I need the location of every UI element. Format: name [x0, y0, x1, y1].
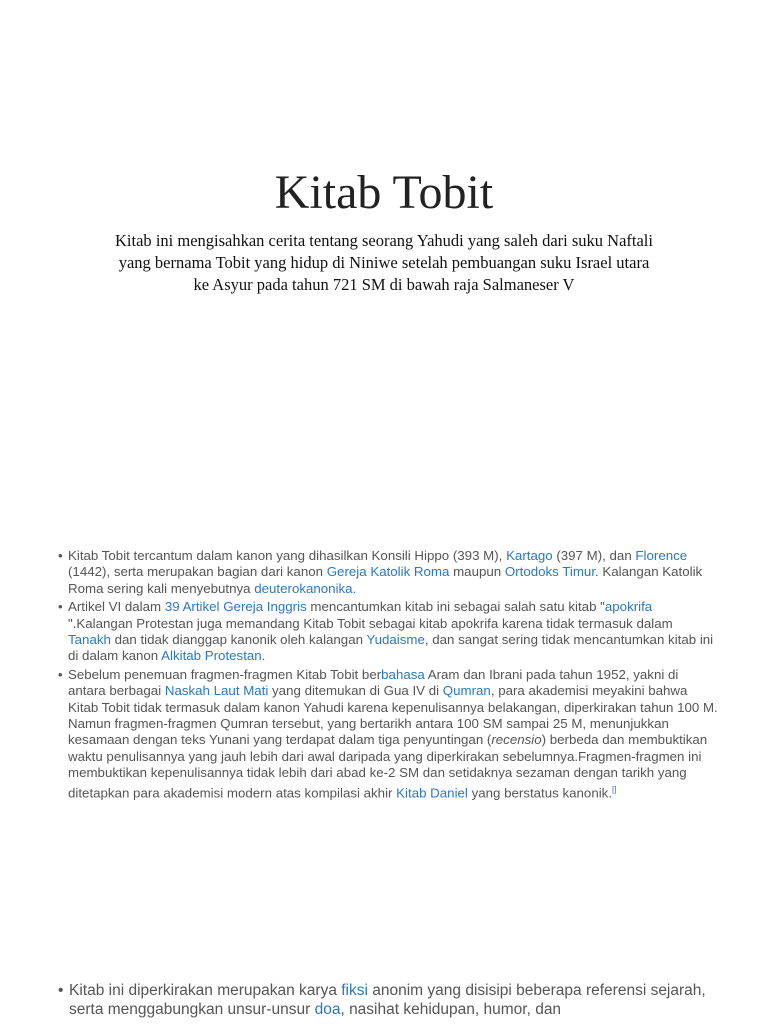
- link-39-artikel[interactable]: 39 Artikel Gereja Inggris: [164, 599, 307, 615]
- text-run: anonim yang disisipi beberapa referensi sejarah, serta menggabungkan unsur-unsur: [69, 982, 706, 1018]
- link-gereja-katolik-roma[interactable]: Gereja Katolik Roma: [326, 564, 450, 580]
- page-subtitle: [110, 230, 658, 296]
- list-item: [58, 667, 718, 802]
- slide-fiction: [0, 975, 768, 1024]
- page-title: Kitab Tobit: [274, 166, 494, 219]
- bullet-marker: •: [58, 548, 63, 563]
- bullet-list: [58, 548, 718, 804]
- link-kitab-daniel[interactable]: Kitab Daniel: [396, 785, 468, 801]
- text-run: , nasihat kehidupan, humor, dan: [340, 1001, 562, 1018]
- text-run: ) berbeda dan membuktikan waktu penulisannya yang jauh lebih dari awal daripada yang diperkirakan sebelumnya.Fragmen-fragmen ini membuktikan kepenulisannya tidak lebih dari abad ke-2 SM dan setidaknya sezaman dengan tarikh yang ditetapkan para akademisi modern atas kompilasi akhir: [68, 732, 708, 801]
- text-run: Aram dan Ibrani pada tahun 1952, yakni di antara berbagai: [68, 666, 679, 699]
- link-tanakh[interactable]: Tanakh: [68, 632, 111, 648]
- citation-link[interactable]: []: [612, 784, 617, 794]
- text-run: , para akademisi meyakini bahwa Kitab Tobit tidak termasuk dalam kanon Yahudi karena kepenulisannya belakangan, diperkirakan tahun 100 M. Namun fragmen-fragmen Qumran tersebut, yang bertarikh antara 100 SM sampai 25 M, menunjukkan kesamaan dengan teks Yunani yang terdapat dalam tiga penyuntingan (: [68, 683, 718, 748]
- link-alkitab-protestan[interactable]: Alkitab Protestan.: [161, 648, 266, 664]
- text-run: Artikel VI dalam: [68, 599, 165, 615]
- subtitle-part-4: yang hidup di Niniwe setelah pembuangan suku Israel utara ke Asyur pada tahun 721 SM di bawah raja Salmaneser V: [193, 253, 650, 294]
- link-qumran[interactable]: Qumran: [442, 683, 491, 699]
- text-run: yang ditemukan di Gua IV di: [268, 683, 443, 699]
- subtitle-part-kitab: Kitab: [115, 231, 152, 250]
- bullet-marker: •: [58, 599, 63, 615]
- bullet-marker: •: [58, 982, 64, 999]
- text-run: (1442), serta merupakan bagian dari kanon: [68, 564, 327, 580]
- list-item: [58, 548, 718, 597]
- link-florence[interactable]: Florence: [635, 548, 688, 563]
- text-run: yang berstatus kanonik.: [467, 785, 613, 801]
- subtitle-part-tobit: Tobit: [215, 253, 251, 272]
- text-run: . Kalangan Katolik Roma sering kali menyebutnya: [68, 564, 703, 596]
- bullet-list: [58, 981, 718, 1021]
- link-yudaisme[interactable]: Yudaisme: [366, 632, 425, 648]
- slide-canon: [0, 530, 768, 970]
- link-bahasa[interactable]: bahasa: [381, 666, 425, 682]
- text-run: ".Kalangan Protestan juga memandang Kitab Tobit sebagai kitab apokrifa karena tidak termasuk dalam: [68, 615, 673, 631]
- text-run: (397 M), dan: [552, 548, 636, 563]
- list-item: [58, 599, 718, 665]
- subtitle-part-2: ini mengisahkan cerita tentang seorang Yahudi yang saleh dari suku Naftali yang bernama: [118, 231, 653, 272]
- list-item: [58, 981, 718, 1019]
- text-recensio: recensio: [491, 732, 542, 748]
- link-apokrifa[interactable]: apokrifa: [604, 599, 653, 615]
- text-run: Kitab ini diperkirakan merupakan karya: [69, 982, 342, 999]
- link-fiksi[interactable]: fiksi: [341, 982, 368, 999]
- link-naskah-laut-mati[interactable]: Naskah Laut Mati: [164, 683, 269, 699]
- link-ortodoks-timur[interactable]: Ortodoks Timur: [504, 564, 596, 580]
- link-deuterokanonika[interactable]: deuterokanonika.: [254, 580, 357, 596]
- text-run: Kitab Tobit tercantum dalam kanon yang dihasilkan Konsili Hippo (393 M),: [68, 548, 507, 563]
- text-run: mencantumkan kitab ini sebagai salah satu kitab ": [306, 599, 605, 615]
- text-run: dan tidak dianggap kanonik oleh kalangan: [110, 632, 367, 648]
- link-doa[interactable]: doa: [314, 1001, 341, 1018]
- bullet-marker: •: [58, 666, 63, 682]
- link-kartago[interactable]: Kartago: [506, 548, 553, 563]
- text-run: , dan sangat sering tidak mencantumkan kitab ini di dalam kanon: [68, 632, 714, 664]
- text-run: maupun: [449, 564, 505, 580]
- text-run: Sebelum penemuan fragmen-fragmen Kitab Tobit ber: [68, 666, 382, 682]
